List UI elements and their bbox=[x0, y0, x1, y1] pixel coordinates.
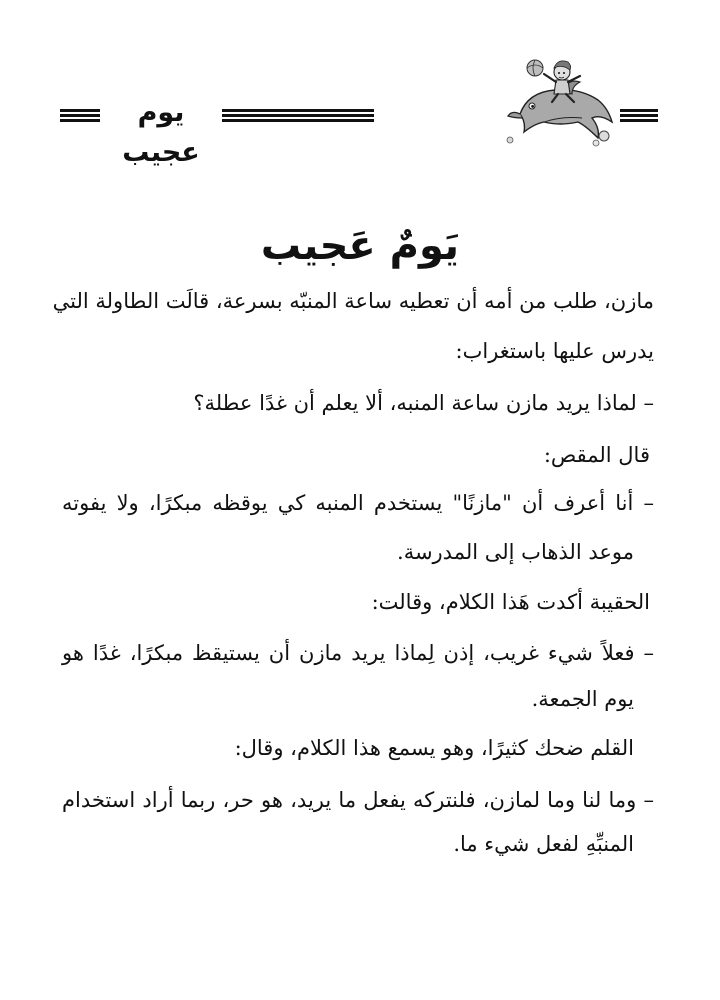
header-rule-right bbox=[620, 109, 658, 122]
story-title: يَومٌ عَجيب bbox=[260, 223, 460, 269]
story-line: مازن، طلب من أمه أن تعطيه ساعة المنبّه بسرعة، قالَت الطاولة التي bbox=[52, 289, 654, 313]
story-line: قال المقص: bbox=[543, 443, 650, 467]
story-line: يوم الجمعة. bbox=[531, 687, 634, 711]
story-line: – فعلاً شيء غريب، إذن لِماذا يريد مازن أن يستيقظ مبكرًا، غدًا هو bbox=[62, 641, 654, 665]
page-header bbox=[0, 52, 720, 168]
story-line: – أنا أعرف أن "مازنًا" يستخدم المنبه كي يوقظه مبكرًا، ولا يفوته bbox=[62, 491, 654, 515]
story-line: – لماذا يريد مازن ساعة المنبه، ألا يعلم أن غدًا عطلة؟ bbox=[193, 391, 654, 415]
story-line: القلم ضحك كثيرًا، وهو يسمع هذا الكلام، وقال: bbox=[234, 736, 634, 760]
story-line: الحقيبة أكدت هَذا الكلام، وقالت: bbox=[371, 590, 650, 614]
header-title: يوم عجيب bbox=[122, 97, 200, 168]
dolphin-with-child-icon bbox=[500, 52, 620, 147]
story-line: موعد الذهاب إلى المدرسة. bbox=[397, 540, 634, 564]
header-rule-middle bbox=[222, 109, 374, 122]
story-line: – وما لنا وما لمازن، فلنتركه يفعل ما يريد، هو حر، ربما أراد استخدام bbox=[62, 788, 654, 812]
header-rule-left bbox=[60, 109, 100, 122]
story-line: المنبِّهِ لفعل شيء ما. bbox=[453, 832, 634, 856]
story-line: يدرس عليها باستغراب: bbox=[455, 339, 654, 363]
